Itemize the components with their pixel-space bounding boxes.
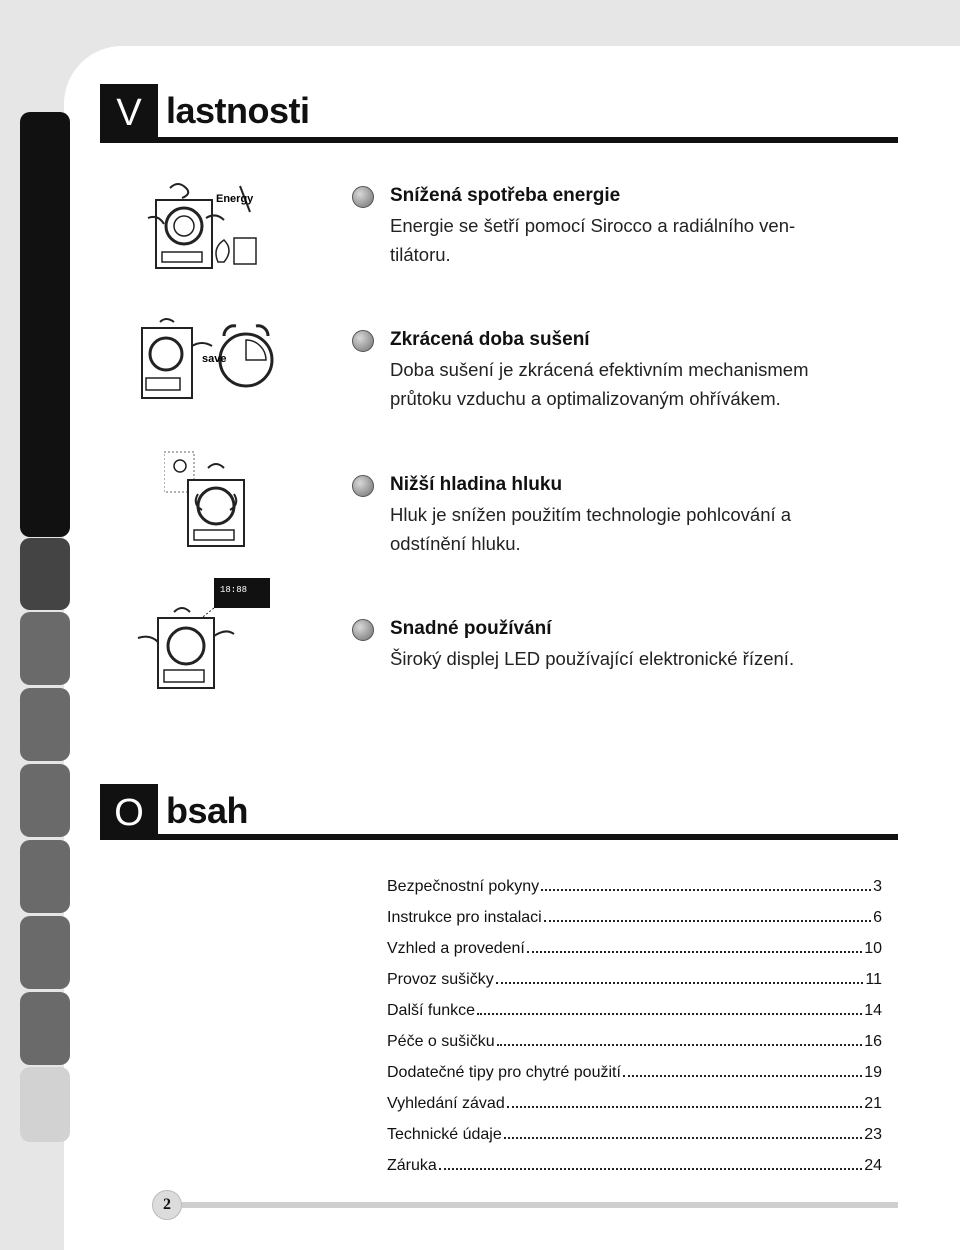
toc-leader-dots bbox=[504, 1125, 862, 1139]
toc-entry-page: 10 bbox=[864, 940, 882, 957]
bullet-icon bbox=[352, 619, 374, 641]
toc-leader-dots bbox=[544, 908, 871, 922]
energy-dryer-illustration bbox=[140, 178, 270, 278]
feature-description: Hluk je snížen použitím technologie pohlcování a odstínění hluku. bbox=[390, 504, 792, 554]
page-number: 2 bbox=[152, 1190, 182, 1220]
toc-entry-page: 19 bbox=[864, 1064, 882, 1081]
chapter-tab[interactable] bbox=[20, 538, 70, 610]
chapter-tab[interactable] bbox=[20, 992, 70, 1065]
toc-entry-label: Provoz sušičky bbox=[387, 971, 494, 988]
chapter-tab[interactable] bbox=[20, 1067, 70, 1142]
heading-initial-box: O bbox=[100, 784, 158, 840]
footer-rule bbox=[182, 1202, 898, 1208]
toc-entry-page: 16 bbox=[864, 1033, 882, 1050]
toc-entry[interactable] bbox=[387, 1001, 882, 1020]
toc-entry[interactable] bbox=[387, 939, 882, 958]
toc-entry[interactable] bbox=[387, 970, 882, 989]
low-noise-illustration bbox=[164, 450, 260, 550]
bullet-icon bbox=[352, 330, 374, 352]
save-time-illustration bbox=[130, 316, 280, 404]
toc-entry-label: Péče o sušičku bbox=[387, 1033, 495, 1050]
bullet-icon bbox=[352, 186, 374, 208]
toc-entry-page: 21 bbox=[864, 1095, 882, 1112]
easy-use-illustration bbox=[134, 578, 274, 692]
bullet-icon bbox=[352, 475, 374, 497]
toc-entry-page: 11 bbox=[865, 971, 882, 988]
toc-leader-dots bbox=[527, 939, 862, 953]
save-label: save bbox=[202, 353, 227, 365]
toc-entry-page: 6 bbox=[873, 909, 882, 926]
feature-title: Snadné používání bbox=[390, 618, 552, 639]
toc-entry-page: 24 bbox=[864, 1157, 882, 1174]
toc-entry-page: 23 bbox=[864, 1126, 882, 1143]
toc-leader-dots bbox=[507, 1094, 862, 1108]
toc-leader-dots bbox=[541, 877, 871, 891]
led-display-label: 18:88 bbox=[220, 585, 248, 595]
toc-entry[interactable] bbox=[387, 1156, 882, 1175]
heading-rule bbox=[100, 834, 898, 840]
toc-entry-label: Vzhled a provedení bbox=[387, 940, 525, 957]
toc-entry-label: Další funkce bbox=[387, 1002, 476, 1019]
chapter-tab[interactable] bbox=[20, 688, 70, 761]
toc-entry-label: Dodatečné tipy pro chytré použití bbox=[387, 1064, 621, 1081]
toc-entry-label: Bezpečnostní pokyny bbox=[387, 878, 540, 895]
toc-entry-label: Instrukce pro instalaci bbox=[387, 909, 542, 926]
toc-entry-page: 3 bbox=[873, 878, 882, 895]
toc-entry-label: Technické údaje bbox=[387, 1126, 502, 1143]
toc-leader-dots bbox=[477, 1001, 862, 1015]
chapter-tab-active[interactable] bbox=[20, 112, 70, 537]
heading-rule bbox=[100, 137, 898, 143]
toc-leader-dots bbox=[623, 1063, 862, 1077]
feature-title: Zkrácená doba sušení bbox=[390, 329, 590, 350]
heading-text: bsah bbox=[166, 790, 249, 831]
chapter-tab[interactable] bbox=[20, 764, 70, 837]
chapter-tab[interactable] bbox=[20, 612, 70, 685]
chapter-tab[interactable] bbox=[20, 916, 70, 989]
toc-leader-dots bbox=[496, 970, 864, 984]
feature-description: Doba sušení je zkrácená efektivním mechanismem průtoku vzduchu a optimalizovaným ohřívákem. bbox=[390, 359, 809, 409]
toc-entry[interactable] bbox=[387, 908, 882, 927]
toc-entry[interactable] bbox=[387, 877, 882, 896]
feature-description: Široký displej LED používající elektronické řízení. bbox=[390, 648, 795, 669]
toc-entry-label: Záruka bbox=[387, 1157, 437, 1174]
heading-text: lastnosti bbox=[166, 90, 310, 131]
toc-entry[interactable] bbox=[387, 1125, 882, 1144]
toc-entry-page: 14 bbox=[864, 1002, 882, 1019]
toc-entry-label: Vyhledání závad bbox=[387, 1095, 505, 1112]
toc-leader-dots bbox=[497, 1032, 863, 1046]
toc-entry[interactable] bbox=[387, 1032, 882, 1051]
chapter-tab[interactable] bbox=[20, 840, 70, 913]
feature-description: Energie se šetří pomocí Sirocco a radiálního ven-tilátoru. bbox=[390, 215, 796, 265]
feature-title: Snížená spotřeba energie bbox=[390, 185, 621, 206]
toc-entry[interactable] bbox=[387, 1063, 882, 1082]
energy-label: Energy bbox=[216, 193, 254, 205]
toc-entry[interactable] bbox=[387, 1094, 882, 1113]
heading-initial-box: V bbox=[100, 84, 158, 140]
feature-title: Nižší hladina hluku bbox=[390, 474, 563, 495]
toc-leader-dots bbox=[439, 1156, 862, 1170]
